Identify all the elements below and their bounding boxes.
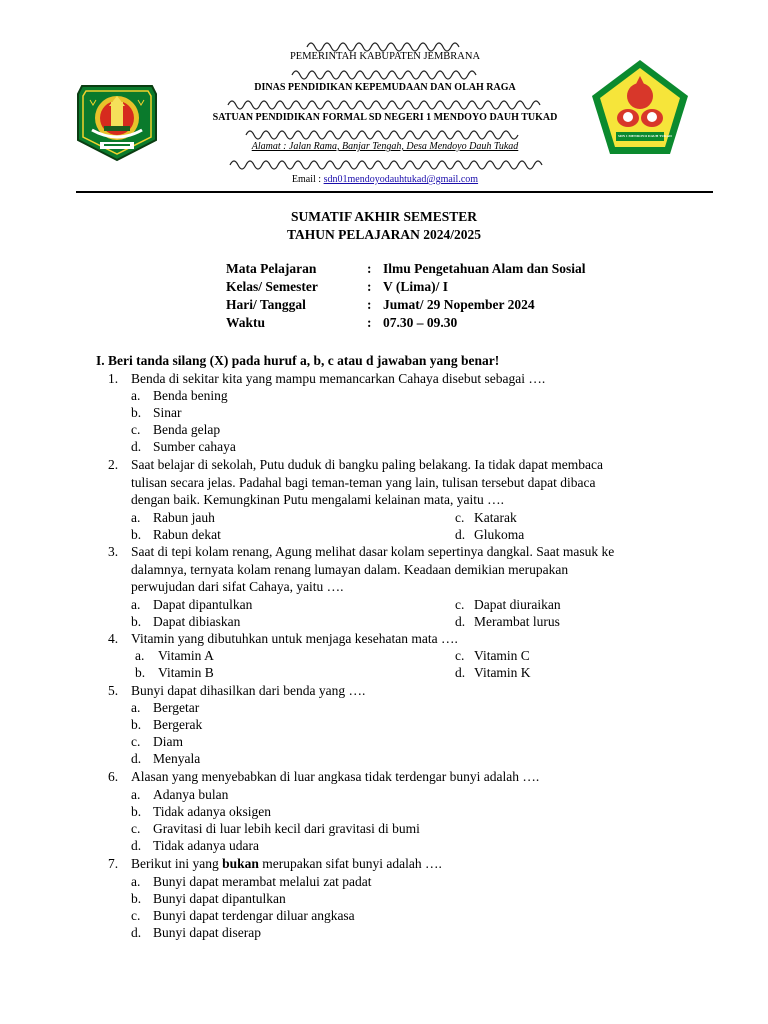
option-letter: c. [455, 597, 465, 612]
option-letter: c. [131, 734, 141, 749]
exam-title: SUMATIF AKHIR SEMESTER [290, 209, 478, 224]
answer-option[interactable] [131, 438, 236, 455]
email-link[interactable]: sdn01mendoyodauhtukad@gmail.com [323, 174, 479, 185]
balinese-script-line-1 [180, 38, 590, 50]
info-colon: : [367, 297, 372, 312]
option-text: Adanya bulan [153, 787, 229, 802]
option-letter: b. [131, 614, 142, 629]
question-text [131, 855, 442, 872]
info-label: Waktu [226, 315, 266, 330]
option-letter: c. [455, 510, 465, 525]
answer-option[interactable] [131, 924, 261, 941]
option-letter: c. [131, 821, 141, 836]
option-letter: a. [131, 874, 141, 889]
option-letter: b. [131, 405, 142, 420]
answer-option[interactable] [131, 873, 372, 890]
question-text: Saat belajar di sekolah, Putu duduk di bangku paling belakang. Ia tidak dapat membaca [131, 457, 603, 472]
option-text: Vitamin A [158, 648, 214, 663]
answer-option[interactable] [455, 613, 560, 630]
answer-option[interactable] [455, 509, 517, 526]
option-text: Bunyi dapat merambat melalui zat padat [153, 874, 372, 889]
option-text: Merambat lurus [474, 614, 560, 629]
option-letter: b. [131, 527, 142, 542]
option-text: Dapat dibiaskan [153, 614, 241, 629]
option-letter: b. [131, 717, 142, 732]
balinese-script-line-4 [180, 126, 590, 138]
info-colon: : [367, 279, 372, 294]
answer-option[interactable] [455, 664, 531, 681]
answer-option[interactable] [131, 526, 221, 543]
answer-option[interactable] [131, 596, 252, 613]
option-text: Glukoma [474, 527, 525, 542]
option-text: Sinar [153, 405, 182, 420]
option-text: Benda bening [153, 388, 228, 403]
option-letter: d. [455, 614, 466, 629]
option-letter: a. [135, 648, 145, 663]
question-number: 1. [108, 371, 119, 386]
info-label: Mata Pelajaran [226, 261, 317, 276]
question-text-part: merupakan sifat bunyi adalah …. [258, 856, 442, 871]
option-letter: a. [131, 388, 141, 403]
option-text: Dapat diuraikan [474, 597, 561, 612]
option-letter: a. [131, 787, 141, 802]
option-letter: d. [455, 527, 466, 542]
option-letter: a. [131, 510, 141, 525]
question-number: 5. [108, 683, 119, 698]
answer-option[interactable] [131, 786, 228, 803]
option-letter: c. [455, 648, 465, 663]
option-letter: d. [131, 439, 142, 454]
option-letter: b. [131, 804, 142, 819]
answer-option[interactable] [131, 387, 228, 404]
header-department: DINAS PENDIDIKAN KEPEMUDAAN DAN OLAH RAGA [254, 82, 516, 93]
answer-option[interactable] [131, 421, 220, 438]
answer-option[interactable] [131, 404, 182, 421]
header-school: SATUAN PENDIDIKAN FORMAL SD NEGERI 1 MENDOYO DAUH TUKAD [212, 112, 558, 123]
answer-option[interactable] [131, 613, 240, 630]
option-text: Rabun dekat [153, 527, 221, 542]
question-number: 3. [108, 544, 119, 559]
option-text: Rabun jauh [153, 510, 215, 525]
answer-option[interactable] [131, 820, 420, 837]
question-text: tulisan secara jelas. Padahal bagi teman-teman yang lain, tulisan tersebut dapat dibaca [131, 474, 596, 490]
answer-option[interactable] [131, 890, 286, 907]
option-letter: b. [135, 665, 146, 680]
balinese-script-line-5 [180, 156, 590, 168]
question-number: 4. [108, 631, 119, 646]
balinese-script-line-2 [180, 66, 590, 78]
answer-option[interactable] [131, 733, 183, 750]
answer-option[interactable] [131, 803, 271, 820]
info-value: 07.30 – 09.30 [383, 315, 458, 330]
question-number: 6. [108, 769, 119, 784]
option-text: Tidak adanya oksigen [153, 804, 271, 819]
jembrana-regency-logo [76, 82, 158, 162]
option-text: Bergetar [153, 700, 200, 715]
header-email [180, 175, 590, 185]
answer-option[interactable] [455, 596, 561, 613]
info-colon: : [367, 261, 372, 276]
info-label: Kelas/ Semester [226, 279, 318, 294]
answer-option[interactable] [131, 647, 214, 664]
option-text: Bergerak [153, 717, 203, 732]
option-letter: d. [131, 751, 142, 766]
info-value: V (Lima)/ I [383, 279, 449, 294]
answer-option[interactable] [131, 907, 355, 924]
answer-option[interactable] [455, 526, 524, 543]
question-text: perwujudan dari sifat Cahaya, yaitu …. [131, 579, 344, 594]
header-divider [76, 191, 713, 193]
answer-option[interactable] [131, 699, 199, 716]
question-text: Saat di tepi kolam renang, Agung melihat dasar kolam sepertinya dangkal. Saat masuk ke [131, 544, 615, 559]
option-text: Bunyi dapat terdengar diluar angkasa [153, 908, 355, 923]
info-value: Jumat/ 29 Nopember 2024 [383, 297, 535, 312]
academic-year: TAHUN PELAJARAN 2024/2025 [286, 227, 481, 242]
question-text: Benda di sekitar kita yang mampu memancarkan Cahaya disebut sebagai …. [131, 371, 546, 386]
option-letter: b. [131, 891, 142, 906]
option-text: Vitamin C [474, 648, 530, 663]
option-letter: d. [131, 925, 142, 940]
option-text: Katarak [474, 510, 517, 525]
option-text: Vitamin B [158, 665, 214, 680]
question-text: dengan baik. Kemungkinan Putu mengalami kelainan mata, yaitu …. [131, 492, 505, 507]
option-letter: d. [455, 665, 466, 680]
option-text: Tidak adanya udara [153, 838, 259, 853]
question-number: 2. [108, 457, 119, 472]
school-logo-text: SDN 1 MENDOYO DAUH TUKAD [618, 134, 672, 138]
question-text: Bunyi dapat dihasilkan dari benda yang …. [131, 683, 366, 698]
instruction: I. Beri tanda silang (X) pada huruf a, b, c atau d jawaban yang benar! [96, 353, 500, 368]
option-text: Benda gelap [153, 422, 221, 437]
info-colon: : [367, 315, 372, 330]
option-text: Diam [153, 734, 183, 749]
answer-option[interactable] [455, 647, 530, 664]
answer-option[interactable] [131, 509, 215, 526]
option-text: Bunyi dapat dipantulkan [153, 891, 286, 906]
option-letter: a. [131, 597, 141, 612]
option-text: Bunyi dapat diserap [153, 925, 261, 940]
option-letter: c. [131, 422, 141, 437]
info-value: Ilmu Pengetahuan Alam dan Sosial [383, 261, 586, 276]
header-address: Alamat : Jalan Rama, Banjar Tengah, Desa Mendoyo Dauh Tukad [251, 141, 519, 152]
question-emphasis: bukan [222, 856, 259, 871]
school-logo [590, 58, 690, 158]
option-text: Dapat dipantulkan [153, 597, 253, 612]
answer-option[interactable] [131, 750, 200, 767]
option-text: Gravitasi di luar lebih kecil dari gravitasi di bumi [153, 821, 420, 836]
question-text-part: Berikut ini yang [131, 856, 223, 871]
question-text: dalamnya, ternyata kolam renang lumayan dalam. Keadaan demikian merupakan [131, 561, 569, 577]
email-label: Email : [291, 174, 322, 185]
answer-option[interactable] [131, 664, 214, 681]
answer-option[interactable] [131, 837, 259, 854]
info-label: Hari/ Tanggal [226, 297, 306, 312]
option-letter: a. [131, 700, 141, 715]
question-number: 7. [108, 856, 119, 871]
option-text: Vitamin K [474, 665, 531, 680]
header-government: PEMERINTAH KABUPATEN JEMBRANA [289, 51, 481, 62]
answer-option[interactable] [131, 716, 202, 733]
question-text: Vitamin yang dibutuhkan untuk menjaga kesehatan mata …. [131, 631, 458, 646]
option-text: Sumber cahaya [153, 439, 236, 454]
option-letter: d. [131, 838, 142, 853]
balinese-script-line-3 [180, 96, 590, 108]
question-text: Alasan yang menyebabkan di luar angkasa tidak terdengar bunyi adalah …. [131, 769, 540, 784]
option-letter: c. [131, 908, 141, 923]
option-text: Menyala [153, 751, 201, 766]
